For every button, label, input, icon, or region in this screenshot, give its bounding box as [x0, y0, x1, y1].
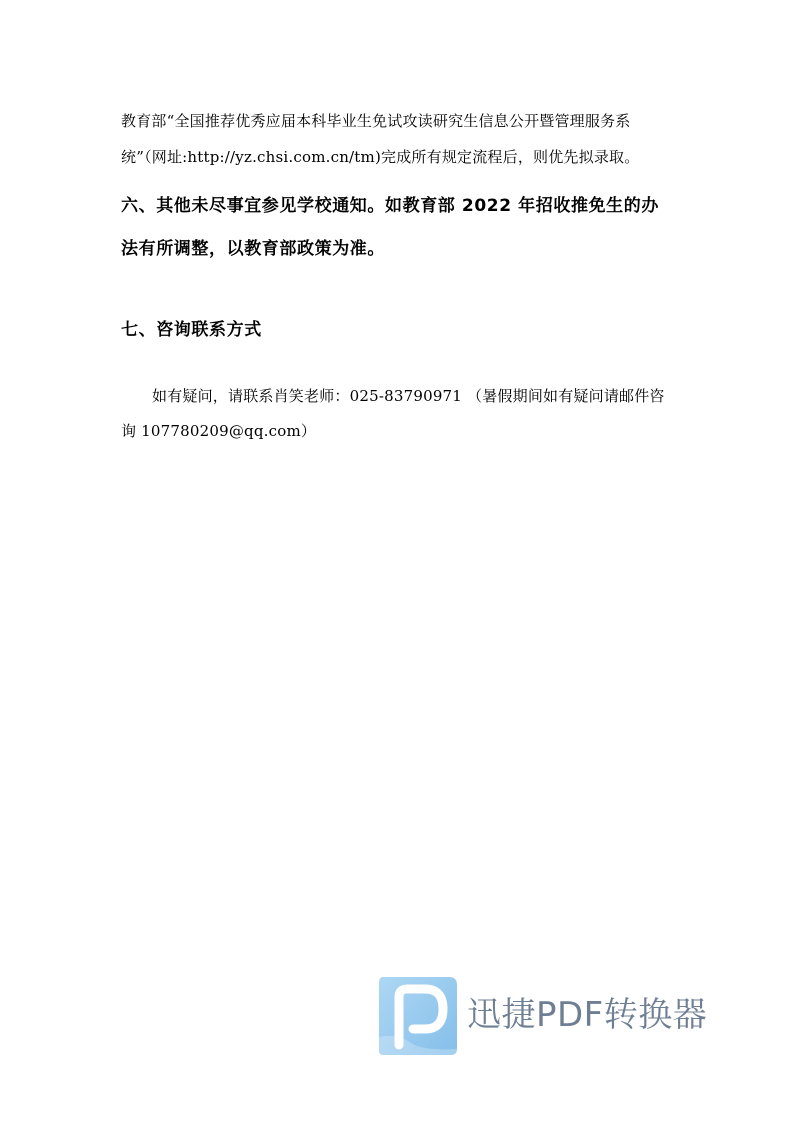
section-six-heading-line: 法有所调整，以教育部政策为准。 — [121, 239, 385, 259]
watermark-text: 迅捷PDF转换器 — [467, 995, 708, 1035]
contact-paragraph-line: 如有疑问，请联系肖笑老师：025-83790971 （暑假期间如有疑问请邮件咨 — [152, 387, 665, 405]
section-seven-heading: 七、咨询联系方式 — [121, 320, 262, 340]
paragraph-line: 统”（网址:http://yz.chsi.com.cn/tm)完成所有规定流程后，则优先拟录取。 — [121, 148, 640, 166]
section-six-heading-line: 六、其他未尽事宜参见学校通知。如教育部 2022 年招收推免生的办 — [121, 196, 659, 216]
paragraph-line: 教育部“全国推荐优秀应届本科毕业生免试攻读研究生信息公开暨管理服务系 — [121, 112, 631, 130]
contact-paragraph-line: 询 107780209@qq.com） — [121, 422, 317, 440]
converter-watermark — [377, 975, 737, 1057]
pdf-p-logo-icon — [377, 975, 459, 1057]
